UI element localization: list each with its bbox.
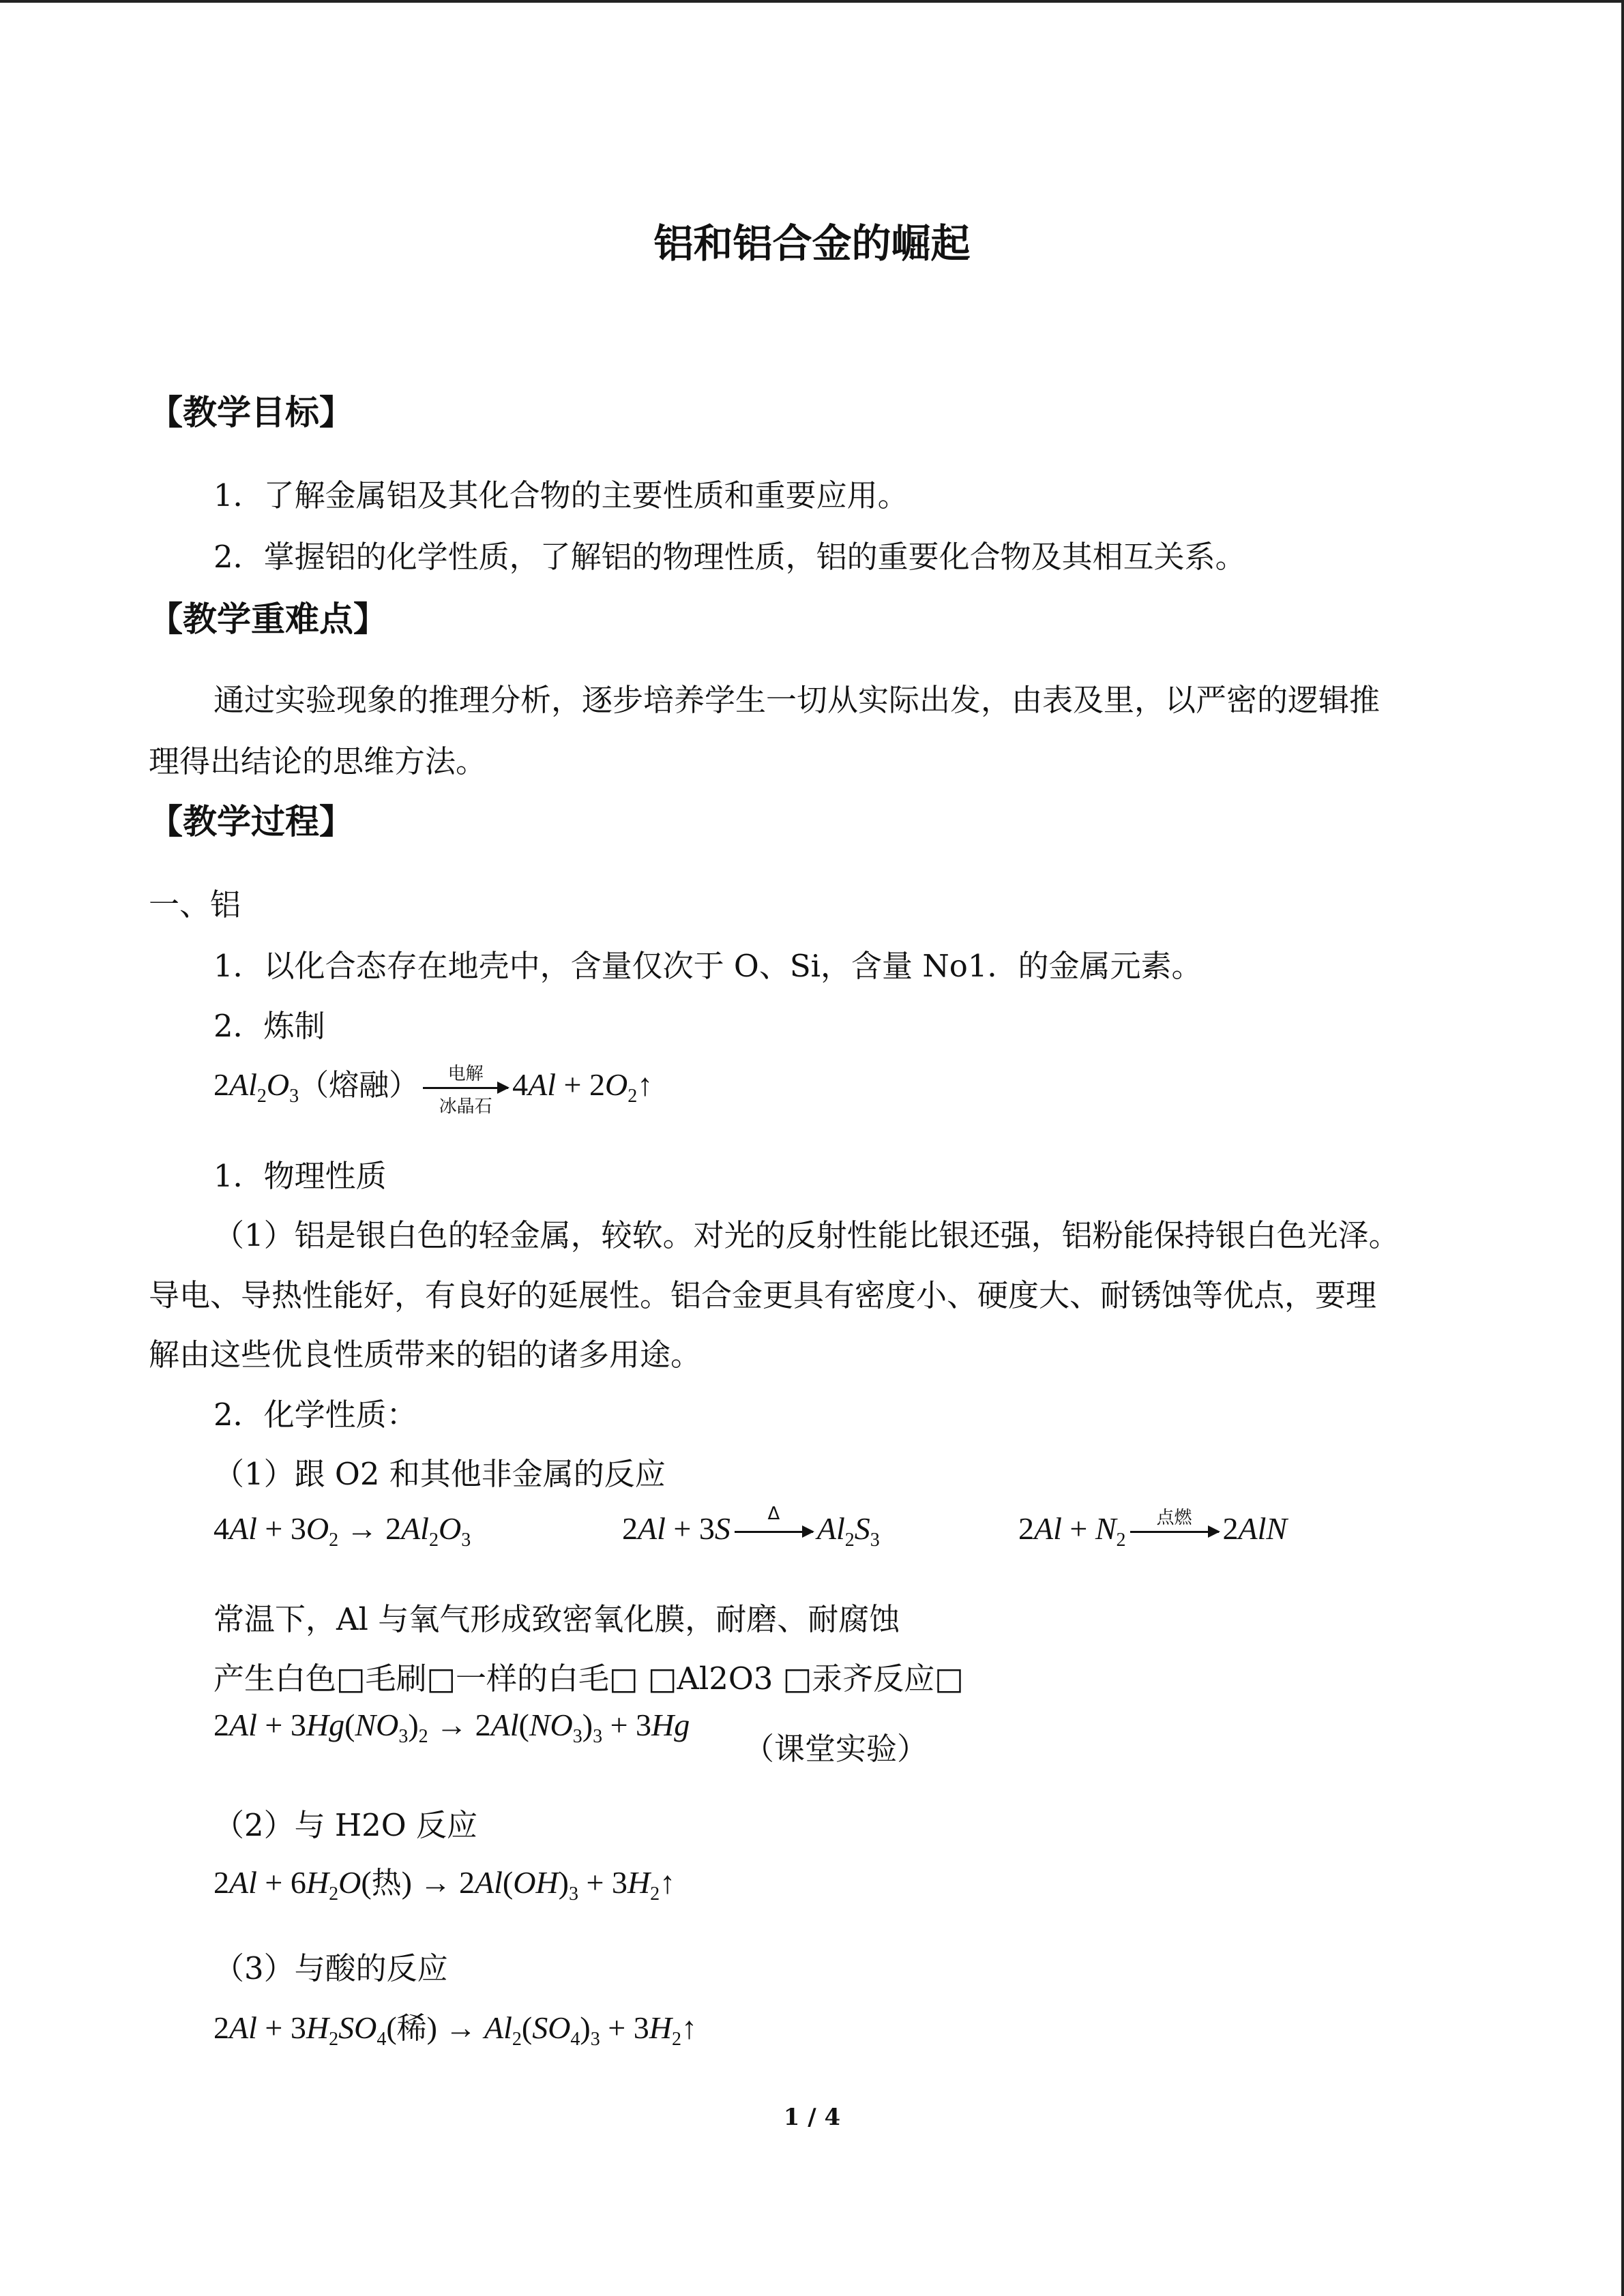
equation-oxygen: $4Al + 3O_2 \to 2Al_2O_3$ [213,1511,471,1551]
condition-heat: Δ [767,1503,780,1524]
sub-water-reaction: （2）与 H2O 反应 [213,1807,478,1843]
objective-1: 1．了解金属铝及其化合物的主要性质和重要应用。 [213,477,909,513]
heading-objectives: 【教学目标】 [149,393,353,432]
reaction-arrow [735,1503,813,1533]
condition-cryolite: 冰晶石 [439,1096,492,1117]
equation-mercury: $2Al + 3Hg(NO_3)_2 \to 2Al(NO_3)_3 + 3Hg$ [213,1708,690,1747]
note-amalgam: 产生白色□毛刷□一样的白毛□ □Al2O3 □汞齐反应□ [213,1660,964,1697]
item-refining: 2．炼制 [213,1008,325,1044]
sub-nonmetal-reactions: （1）跟 O2 和其他非金属的反应 [213,1456,666,1492]
condition-ignite: 点燃 [1156,1507,1192,1528]
page-number: 1 / 4 [783,2104,841,2131]
equation-refining: $2Al_2O_3$（熔融） 电解 冰晶石 $4Al + 2O_2↑$ [213,1060,653,1104]
equation-water: $2Al + 6H_2O$(热) → $2Al(OH)_3$ + $3H_2↑$ [213,1865,676,1905]
reaction-arrow [1130,1507,1219,1533]
equation-acid: $2Al + 3H_2SO_4$(稀) → $Al_2(SO_4)_3$ + $3H_2↑$ [213,2010,697,2050]
item-occurrence: 1．以化合态存在地壳中，含量仅次于 O、Si，含量 No1．的金属元素。 [213,948,1202,984]
classroom-experiment: （课堂实验） [743,1731,928,1767]
key-points-line-1: 通过实验现象的推理分析，逐步培养学生一切从实际出发，由表及里，以严密的逻辑推 [213,682,1381,718]
equation-sulfur: 2Al + 3S Δ $Al_2S_3$ [622,1503,880,1551]
melt-label: （熔融） [299,1068,419,1103]
equation-nitrogen: $2Al + N_2$ 点燃 2AlN [1018,1510,1287,1547]
heading-key-points: 【教学重难点】 [149,599,387,639]
objective-2: 2．掌握铝的化学性质，了解铝的物理性质，铝的重要化合物及其相互关系。 [213,539,1246,575]
item-physical: 1．物理性质 [213,1158,387,1194]
condition-electrolysis: 电解 [447,1063,484,1084]
heading-process: 【教学过程】 [149,802,353,841]
item-chemical: 2．化学性质： [213,1397,417,1433]
physical-line-1: （1）铝是银白色的轻金属，较软。对光的反射性能比银还强，铝粉能保持银白色光泽。 [213,1217,1400,1253]
note-oxide-film: 常温下，Al 与氧气形成致密氧化膜，耐磨、耐腐蚀 [213,1601,900,1637]
hot-label: 热 [371,1866,402,1900]
right-border [1621,0,1624,2296]
top-border [0,0,1624,3]
sub-acid-reaction: （3）与酸的反应 [213,1950,448,1986]
reaction-arrow [423,1063,508,1117]
gas-up-arrow: ↑ [637,1067,653,1102]
physical-line-2: 导电、导热性能好，有良好的延展性。铝合金更具有密度小、硬度大、耐锈蚀等优点，要理 [149,1277,1377,1313]
key-points-line-2: 理得出结论的思维方法。 [149,743,487,779]
page-title: 铝和铝合金的崛起 [653,220,971,267]
dilute-label: 稀 [396,2011,427,2046]
section-aluminium: 一、铝 [149,886,241,923]
physical-line-3: 解由这些优良性质带来的铝的诸多用途。 [149,1337,702,1373]
